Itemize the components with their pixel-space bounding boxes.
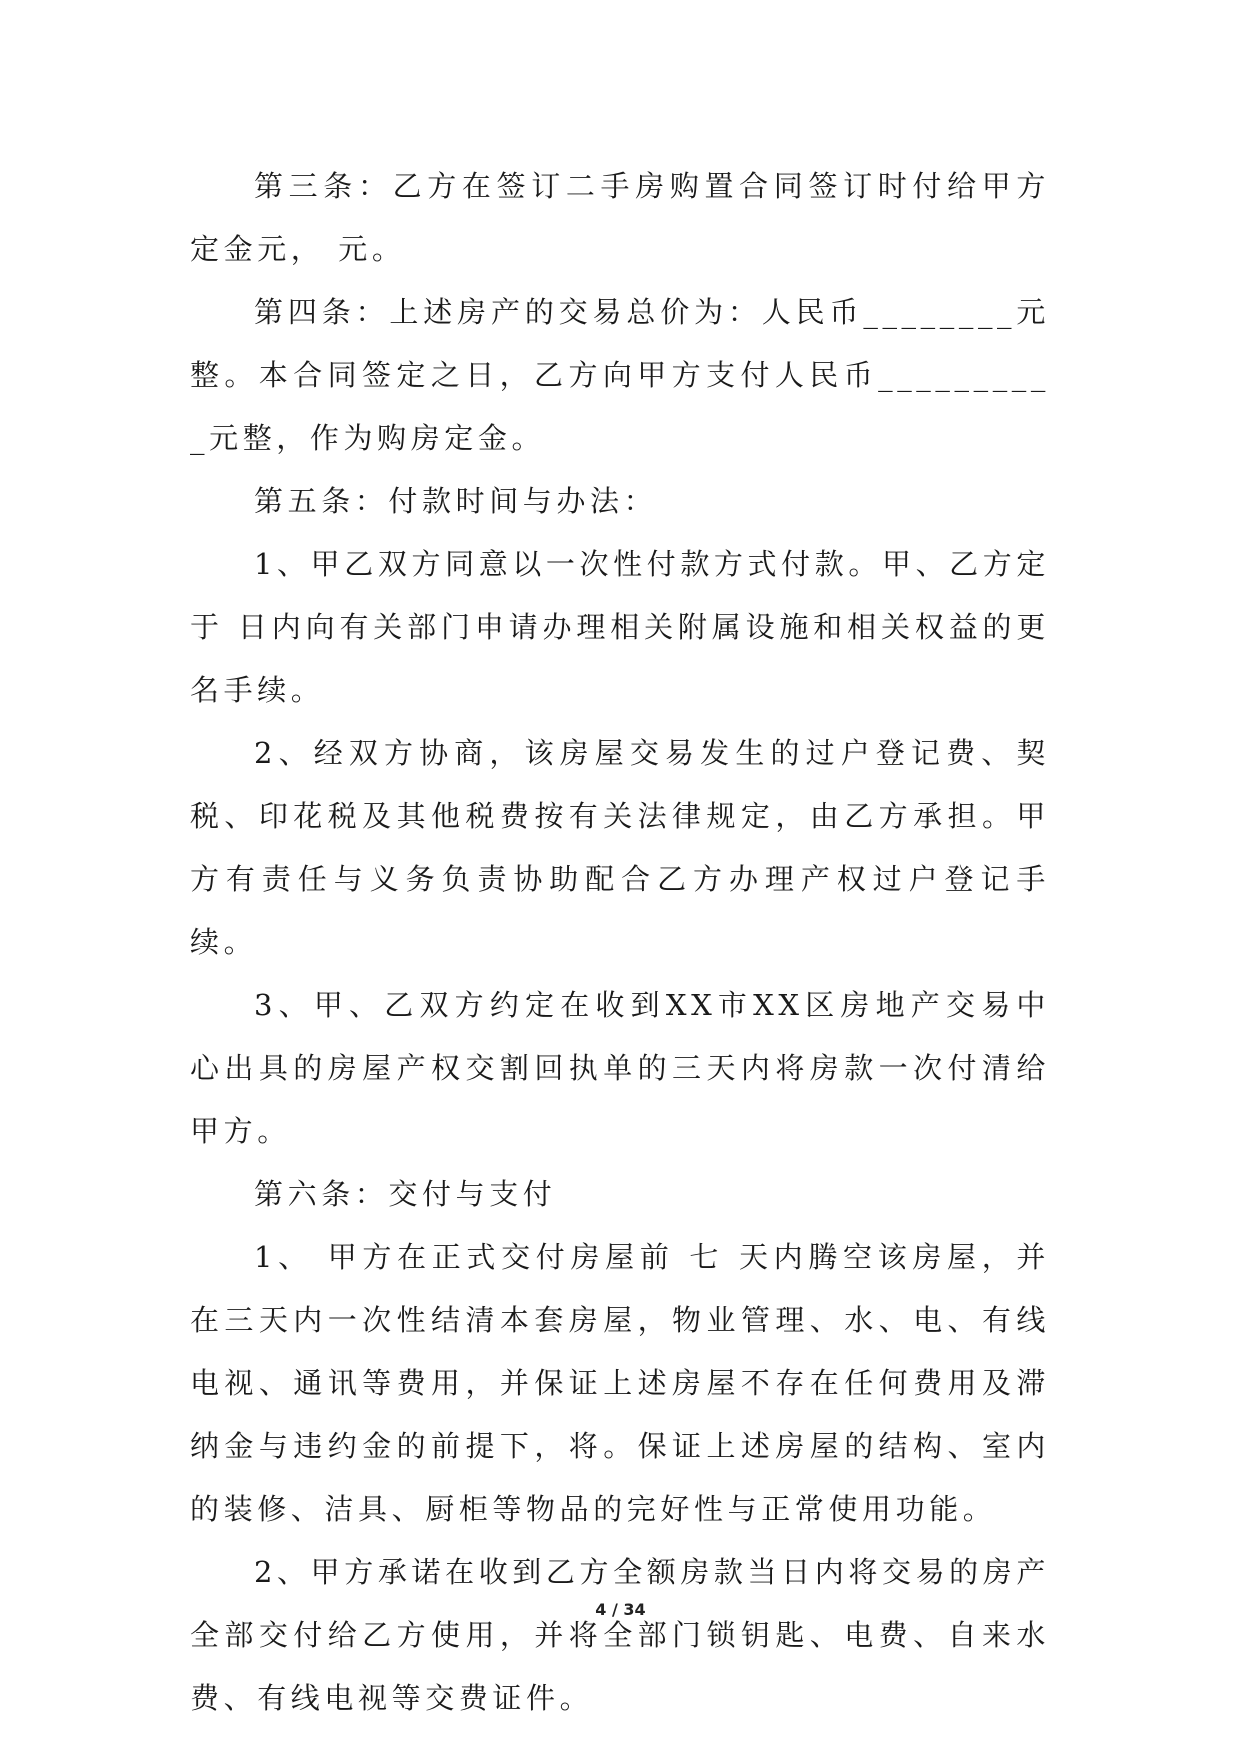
document-body — [190, 155, 1050, 1730]
paragraph-article-3: 第三条：乙方在签订二手房购置合同签订时付给甲方定金元， 元。 — [190, 169, 1050, 266]
paragraph-article-5-heading: 第五条：付款时间与办法： — [254, 484, 658, 518]
page-number: 4 / 34 — [595, 1600, 646, 1619]
paragraph-article-6-heading: 第六条：交付与支付 — [254, 1177, 557, 1211]
paragraph-article-5-item-3: 3、甲、乙双方约定在收到XX市XX区房地产交易中心出具的房屋产权交割回执单的三天内将房款一次付清给甲方。 — [190, 988, 1050, 1148]
paragraph-article-6-item-1: 1、 甲方在正式交付房屋前 七 天内腾空该房屋，并在三天内一次性结清本套房屋，物业管理、水、电、有线电视、通讯等费用，并保证上述房屋不存在任何费用及滞纳金与违约金的前提下，将。保证上述房屋的结构、室内的装修、洁具、厨柜等物品的完好性与正常使用功能。 — [190, 1240, 1050, 1526]
paragraph-article-4: 第四条：上述房产的交易总价为：人民币________元整。本合同签定之日，乙方向甲方支付人民币__________元整，作为购房定金。 — [190, 295, 1050, 455]
paragraph-article-6-item-2: 2、甲方承诺在收到乙方全额房款当日内将交易的房产全部交付给乙方使用，并将全部门锁钥匙、电费、自来水费、有线电视等交费证件。 — [190, 1555, 1050, 1715]
paragraph-article-5-item-2: 2、经双方协商，该房屋交易发生的过户登记费、契税、印花税及其他税费按有关法律规定，由乙方承担。甲方有责任与义务负责协助配合乙方办理产权过户登记手续。 — [190, 736, 1050, 959]
paragraph-article-5-item-1: 1、甲乙双方同意以一次性付款方式付款。甲、乙方定于 日内向有关部门申请办理相关附属设施和相关权益的更名手续。 — [190, 547, 1050, 707]
